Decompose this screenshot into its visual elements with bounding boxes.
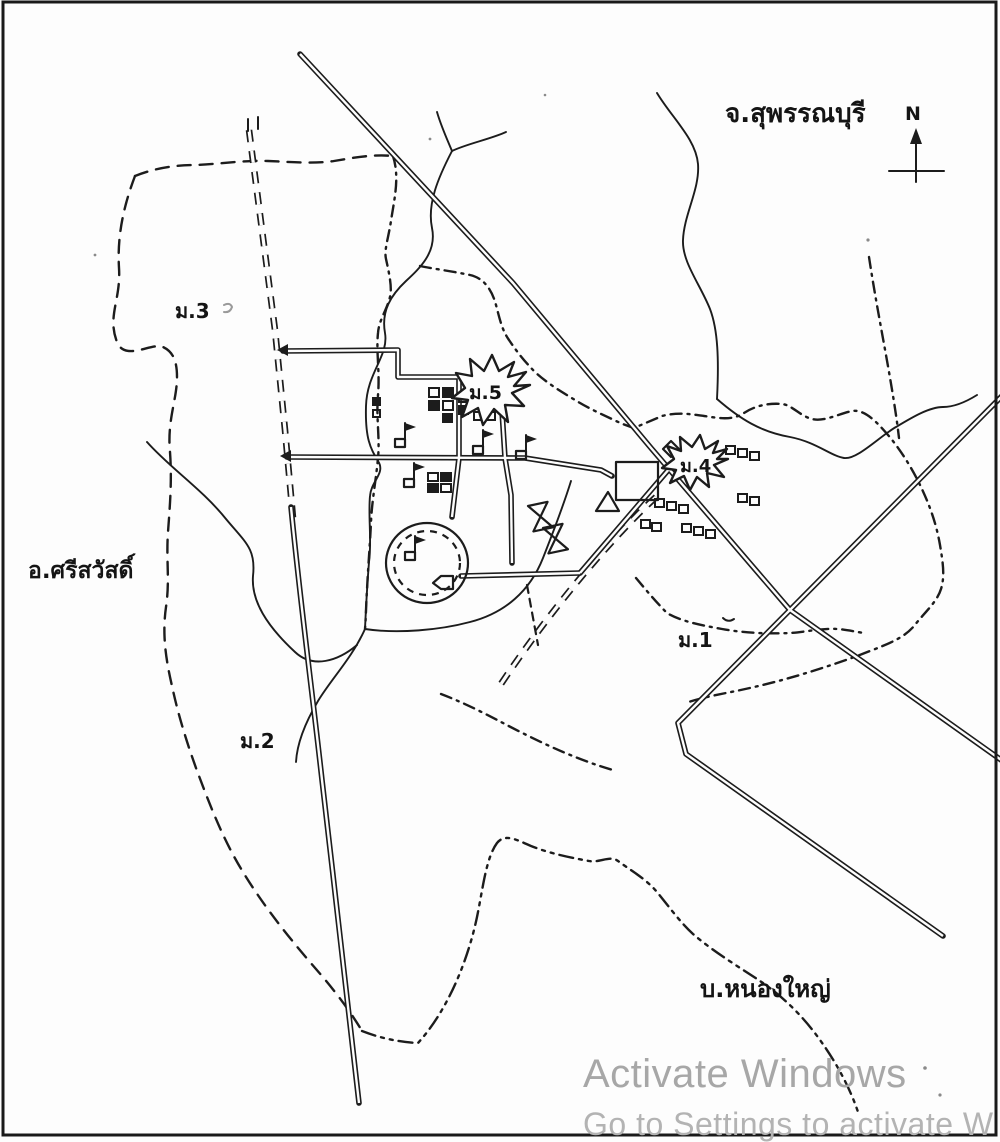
track-top-ticks: [248, 117, 258, 131]
building: [738, 494, 747, 502]
pond-inner-ring: [394, 531, 460, 595]
boundary-branch-north: [869, 257, 899, 438]
building: [428, 484, 438, 492]
activate-windows-subtext: Go to Settings to activate W: [583, 1106, 994, 1142]
building: [682, 524, 691, 532]
label-village-m2: ม.2: [240, 729, 275, 753]
school-flag-icon: [395, 423, 416, 447]
building: [441, 473, 451, 481]
boundary-west: [113, 176, 362, 1031]
north-arrow-icon: [910, 128, 922, 144]
track-stub: [527, 585, 538, 645]
building: [428, 473, 438, 481]
stream-fork-east: [452, 132, 506, 151]
road-junction-diagonal-core: [580, 468, 670, 573]
boundary-hamlet1: [636, 578, 864, 633]
stream-east: [717, 395, 977, 458]
roads: [277, 54, 1000, 1103]
building: [694, 527, 703, 535]
large-building: [616, 462, 658, 500]
compass: [889, 103, 944, 182]
building: [443, 401, 453, 410]
label-village-m5: ม.5: [469, 382, 502, 404]
noise-specks: [94, 94, 942, 1097]
building: [443, 388, 453, 397]
label-village-m4: ม.4: [680, 456, 712, 477]
boundary-inner-southeast: [441, 694, 613, 770]
stream-northeast: [657, 93, 718, 399]
track-north: [249, 130, 293, 518]
building: [429, 401, 439, 410]
road-village-upper: [283, 350, 459, 377]
building: [738, 449, 747, 457]
building: [679, 505, 688, 513]
compass-n-label: N: [905, 103, 921, 125]
faint-smudge: [224, 304, 232, 312]
boundary-north: [135, 155, 393, 176]
building: [706, 530, 715, 538]
road-village-upper-core: [283, 350, 459, 377]
road-long-west-core: [291, 507, 359, 1103]
stream-fork-west: [437, 112, 452, 151]
activate-windows-watermark: Activate Windows: [583, 1052, 907, 1096]
page-frame: [3, 2, 996, 1135]
road-northeast-core: [678, 394, 1000, 936]
streams: [147, 93, 977, 762]
building: [750, 497, 759, 505]
stream-west: [147, 442, 357, 661]
label-district: อ.ศรีสวัสดิ์: [28, 558, 134, 584]
building: [429, 388, 439, 397]
building: [443, 414, 452, 422]
road-northeast: [678, 394, 1000, 936]
building: [750, 452, 759, 460]
school-flag-icon: [404, 463, 425, 487]
building: [667, 502, 676, 510]
building: [373, 398, 380, 405]
label-province: จ.สุพรรณบุรี: [725, 99, 866, 129]
temple-flag-icon: [405, 536, 426, 560]
building: [441, 484, 451, 492]
pond-circle: [386, 523, 468, 603]
label-village-m3: ม.3: [175, 299, 210, 323]
pond-outer-ring: [386, 523, 468, 603]
label-village-m1: ม.1: [678, 628, 713, 652]
school-flag-icon: [473, 430, 494, 454]
label-place-south: บ.หนองใหญ่: [700, 975, 831, 1003]
building: [641, 520, 650, 528]
building: [652, 523, 661, 531]
checkmark-near-m1: [723, 618, 734, 621]
